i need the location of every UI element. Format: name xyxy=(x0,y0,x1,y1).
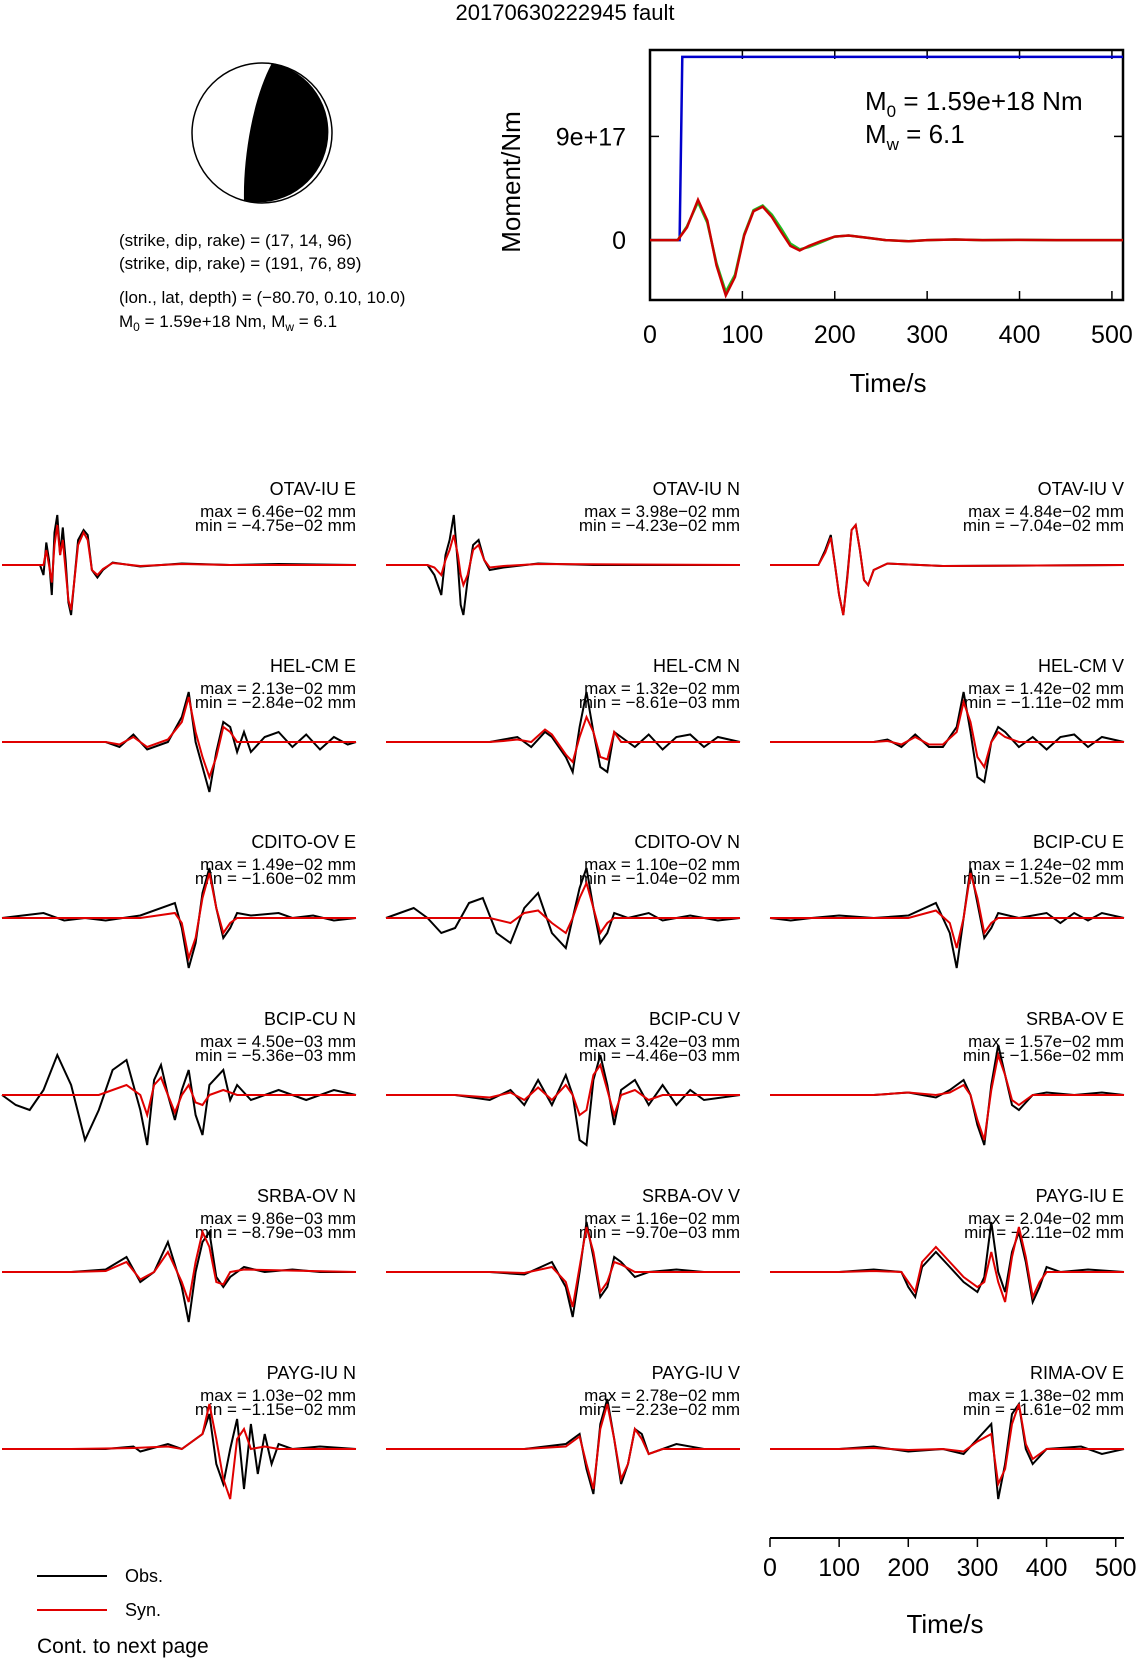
trace-max-label: max = 1.03e−02 mm xyxy=(200,1386,356,1405)
trace-min-label: min = −8.79e−03 mm xyxy=(194,1223,356,1242)
bottom-axis-tick-label: 200 xyxy=(887,1554,930,1582)
trace-max-label: max = 1.16e−02 mm xyxy=(584,1209,740,1228)
moment-xtick-label: 300 xyxy=(906,321,949,349)
moment-xtick-label: 100 xyxy=(721,321,764,349)
trace-panel xyxy=(386,832,740,948)
synthetic-trace xyxy=(770,1055,1124,1140)
moment-xtick-label: 400 xyxy=(998,321,1041,349)
trace-min-label: min = −8.61e−03 mm xyxy=(578,693,740,712)
trace-max-label: max = 1.38e−02 mm xyxy=(968,1386,1124,1405)
trace-max-label: max = 2.13e−02 mm xyxy=(200,679,356,698)
trace-panel xyxy=(2,656,356,792)
synthetic-trace xyxy=(770,525,1124,615)
trace-station-label: PAYG-IU N xyxy=(266,1363,356,1383)
trace-max-label: max = 1.32e−02 mm xyxy=(584,679,740,698)
observed-trace xyxy=(770,525,1124,615)
trace-min-label: min = −1.11e−02 mm xyxy=(964,693,1124,712)
trace-max-label: max = 4.84e−02 mm xyxy=(968,502,1124,521)
trace-min-label: min = −1.60e−02 mm xyxy=(194,869,356,888)
trace-station-label: SRBA-OV V xyxy=(641,1186,740,1206)
trace-station-label: OTAV-IU E xyxy=(269,479,356,499)
trace-panel xyxy=(386,1186,740,1317)
trace-panel xyxy=(2,1186,356,1322)
bottom-axis-tick-label: 500 xyxy=(1094,1554,1137,1582)
mechanism-line-1: (strike, dip, rake) = (17, 14, 96) xyxy=(119,231,352,250)
synthetic-trace xyxy=(2,525,356,610)
trace-station-label: HEL-CM N xyxy=(652,656,740,676)
moment-panel-mw-annotation: $M_w = 6.1$ xyxy=(865,119,965,154)
synthetic-trace xyxy=(2,1232,356,1302)
moment-rate-red-line xyxy=(650,200,1123,296)
trace-panel xyxy=(770,1009,1124,1145)
trace-panel xyxy=(770,656,1124,782)
synthetic-trace xyxy=(386,883,740,933)
trace-station-label: RIMA-OV E xyxy=(1029,1363,1124,1383)
trace-min-label: min = −5.36e−03 mm xyxy=(194,1046,356,1065)
bottom-time-axis xyxy=(763,1538,1137,1639)
bottom-axis-tick-label: 400 xyxy=(1025,1554,1068,1582)
trace-max-label: max = 1.42e−02 mm xyxy=(968,679,1124,698)
trace-min-label: min = −1.56e−02 mm xyxy=(962,1046,1124,1065)
trace-station-label: BCIP-CU E xyxy=(1032,832,1124,852)
bottom-axis-tick-label: 300 xyxy=(956,1554,999,1582)
trace-panel xyxy=(386,479,740,615)
trace-max-label: max = 1.57e−02 mm xyxy=(968,1032,1124,1051)
moment-xtick-label: 0 xyxy=(643,321,657,349)
trace-station-label: BCIP-CU V xyxy=(648,1009,740,1029)
moment-xtick-label: 500 xyxy=(1091,321,1133,349)
trace-min-label: min = −4.75e−02 mm xyxy=(194,516,356,535)
trace-max-label: max = 2.78e−02 mm xyxy=(584,1386,740,1405)
moment-ytick-label: 9e+17 xyxy=(555,123,626,152)
trace-panel xyxy=(386,1363,740,1494)
trace-max-label: max = 1.49e−02 mm xyxy=(200,855,356,874)
trace-max-label: max = 9.86e−03 mm xyxy=(200,1209,356,1228)
waveform-grid xyxy=(2,479,1124,1499)
moment-panel-ylabel: Moment/Nm xyxy=(496,111,526,253)
trace-min-label: min = −2.23e−02 mm xyxy=(578,1400,740,1419)
trace-max-label: max = 3.98e−02 mm xyxy=(584,502,740,521)
trace-max-label: max = 1.10e−02 mm xyxy=(584,855,740,874)
bottom-axis-tick-label: 100 xyxy=(818,1554,860,1582)
trace-station-label: CDITO-OV N xyxy=(634,832,740,852)
trace-station-label: SRBA-OV E xyxy=(1025,1009,1124,1029)
legend xyxy=(37,1566,209,1658)
moment-panel-xlabel: Time/s xyxy=(849,368,927,398)
moment-xtick-label: 200 xyxy=(813,321,856,349)
trace-min-label: min = −1.61e−02 mm xyxy=(962,1400,1124,1419)
trace-min-label: min = −1.15e−02 mm xyxy=(194,1400,356,1419)
mechanism-line-3: (lon., lat, depth) = (−80.70, 0.10, 10.0) xyxy=(119,288,406,307)
trace-panel xyxy=(2,479,356,615)
trace-panel xyxy=(770,1363,1124,1499)
trace-max-label: max = 2.04e−02 mm xyxy=(968,1209,1124,1228)
trace-max-label: max = 4.50e−03 mm xyxy=(200,1032,356,1051)
trace-min-label: min = −1.52e−02 mm xyxy=(962,869,1124,888)
synthetic-trace xyxy=(386,717,740,762)
trace-station-label: HEL-CM E xyxy=(269,656,356,676)
mechanism-moment-line: $M_0 = 1.59e+18$ Nm, $M_w = 6.1$ xyxy=(119,312,338,334)
trace-panel xyxy=(770,1186,1124,1302)
trace-station-label: OTAV-IU N xyxy=(652,479,740,499)
trace-panel xyxy=(770,832,1124,968)
trace-max-label: max = 6.46e−02 mm xyxy=(200,502,356,521)
trace-panel xyxy=(386,656,740,772)
trace-max-label: max = 1.24e−02 mm xyxy=(968,855,1124,874)
trace-station-label: CDITO-OV E xyxy=(251,832,356,852)
beachball-focal-mechanism xyxy=(192,63,332,203)
moment-panel xyxy=(496,50,1133,398)
synthetic-trace xyxy=(386,535,740,585)
continuation-note: Cont. to next page xyxy=(37,1635,209,1658)
moment-ytick-label: 0 xyxy=(612,227,626,256)
trace-station-label: BCIP-CU N xyxy=(263,1009,356,1029)
observed-trace xyxy=(2,1414,356,1489)
trace-panel xyxy=(2,1009,356,1145)
trace-min-label: min = −1.04e−02 mm xyxy=(578,869,740,888)
trace-min-label: min = −2.84e−02 mm xyxy=(194,693,356,712)
legend-syn-label: Syn. xyxy=(125,1600,162,1620)
trace-station-label: SRBA-OV N xyxy=(256,1186,356,1206)
trace-min-label: min = −9.70e−03 mm xyxy=(578,1223,740,1242)
trace-panel xyxy=(770,479,1124,615)
trace-min-label: min = −2.11e−02 mm xyxy=(964,1223,1124,1242)
trace-station-label: OTAV-IU V xyxy=(1037,479,1124,499)
bottom-axis-xlabel: Time/s xyxy=(906,1609,984,1639)
trace-panel xyxy=(2,1363,356,1499)
trace-min-label: min = −4.23e−02 mm xyxy=(578,516,740,535)
legend-obs-label: Obs. xyxy=(125,1566,164,1586)
bottom-axis-tick-label: 0 xyxy=(763,1554,777,1582)
synthetic-trace xyxy=(386,1065,740,1115)
trace-station-label: PAYG-IU V xyxy=(651,1363,740,1383)
trace-max-label: max = 3.42e−03 mm xyxy=(584,1032,740,1051)
trace-station-label: PAYG-IU E xyxy=(1035,1186,1124,1206)
mechanism-line-2: (strike, dip, rake) = (191, 76, 89) xyxy=(119,254,362,273)
trace-panel xyxy=(386,1009,740,1145)
figure-title: 20170630222945 fault xyxy=(455,0,675,25)
observed-trace xyxy=(386,1055,740,1145)
trace-min-label: min = −7.04e−02 mm xyxy=(962,516,1124,535)
trace-min-label: min = −4.46e−03 mm xyxy=(578,1046,740,1065)
moment-panel-m0-annotation: $M_0 = 1.59e+18$ Nm xyxy=(865,86,1083,121)
synthetic-trace xyxy=(2,1078,356,1116)
trace-panel xyxy=(2,832,356,968)
trace-station-label: HEL-CM V xyxy=(1037,656,1124,676)
